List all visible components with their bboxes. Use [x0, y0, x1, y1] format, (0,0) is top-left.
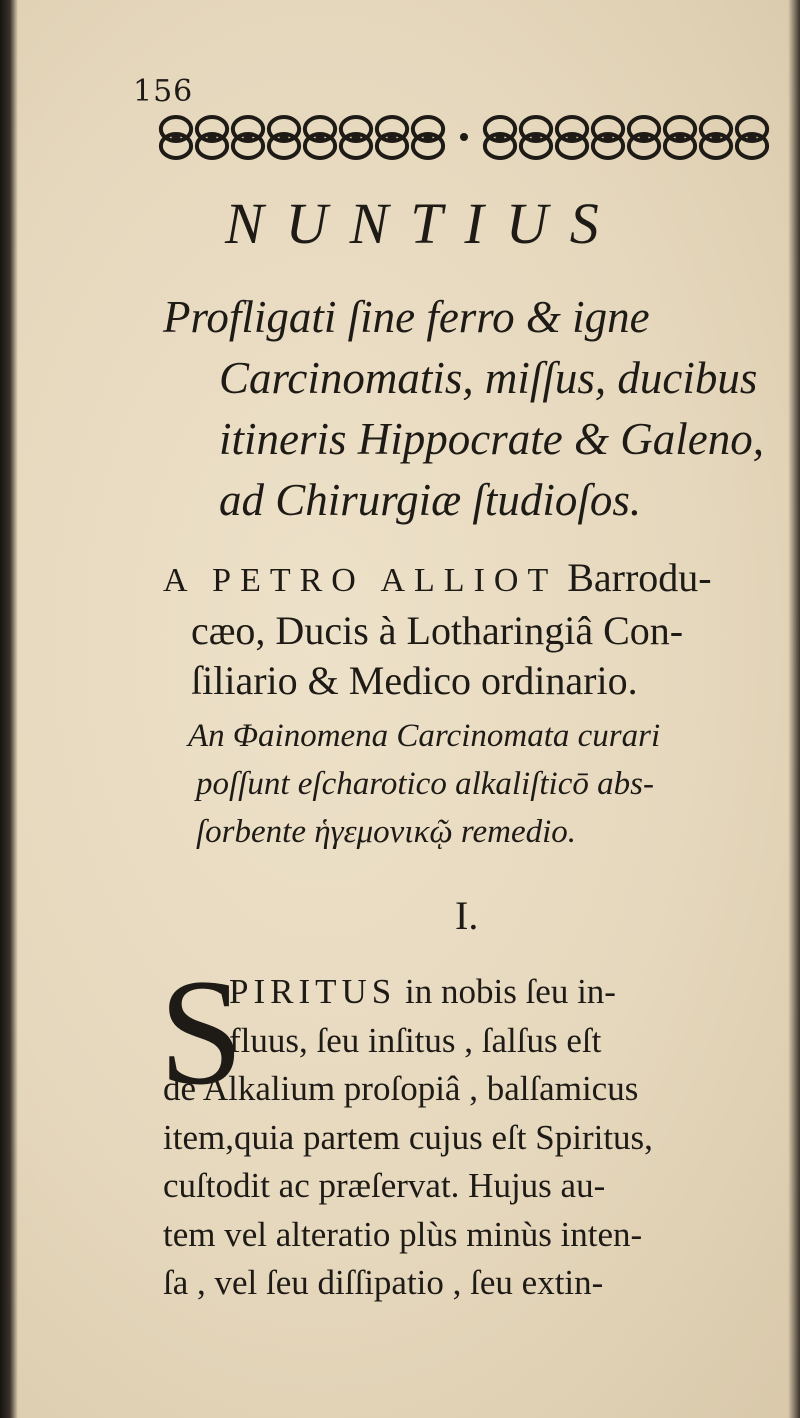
fleuron-ornament [158, 110, 770, 164]
body-line: fluus, ſeu inſitus , ſalſus eſt [229, 1020, 602, 1060]
author-line: cæo, Ducis à Lotharingiâ Con- [191, 608, 684, 653]
fleuron-icon [665, 117, 695, 158]
binding-shadow [0, 0, 18, 1418]
fleuron-icon [521, 117, 551, 158]
body-line-rest: in nobis ſeu in- [396, 972, 616, 1011]
fleuron-icon [701, 117, 731, 158]
body-line: de Alkalium proſopiâ , balſamicus [163, 1069, 639, 1108]
author-block [163, 553, 783, 706]
fleuron-icon [460, 133, 468, 141]
body-line: cuſtodit ac præſervat. Hujus au- [163, 1166, 606, 1205]
body-text [163, 968, 783, 1308]
author-name: A PETRO ALLIOT [163, 562, 558, 599]
drop-cap: S [159, 948, 244, 1116]
body-line: item,quia partem cujus eſt Spiritus, [163, 1117, 653, 1157]
fleuron-icon [629, 117, 659, 158]
fleuron-icon [161, 117, 191, 158]
fleuron-icon [737, 117, 767, 158]
fleuron-icon [485, 117, 515, 158]
page-title: NUNTIUS [225, 191, 621, 256]
page-edge-shadow [788, 0, 800, 1418]
author-line [163, 553, 783, 606]
subtitle-line: itineris Hippocrate & Galeno, [219, 414, 764, 464]
fleuron-icon [557, 117, 587, 158]
fleuron-icon [305, 117, 335, 158]
subtitle-line: Profligati ſine ferro & igne [163, 292, 650, 342]
question-line: An Φainomena Carcinomata curari [188, 718, 661, 754]
subtitle-line: ad Chirurgiæ ſtudioſos. [219, 475, 642, 525]
question-line: poſſunt eſcharotico alkaliſticō abs- [196, 766, 654, 802]
fleuron-icon [197, 117, 227, 158]
fleuron-icon [269, 117, 299, 158]
fleuron-icon [377, 117, 407, 158]
subtitle-line: Carcinomatis, miſſus, ducibus [219, 353, 758, 403]
body-first-word: PIRITUS [229, 972, 397, 1011]
subtitle [163, 287, 783, 531]
body-line: tem vel alteratio plùs minùs inten- [163, 1214, 643, 1254]
question-block [188, 712, 788, 856]
question-line: ſorbente ἡγεμονικῷ remedio. [196, 814, 577, 850]
fleuron-icon [413, 117, 443, 158]
section-number: I. [455, 893, 479, 938]
page-number: 156 [133, 74, 194, 109]
author-line: ſiliario & Medico ordinario. [191, 658, 638, 703]
author-line-rest: Barrodu- [557, 555, 712, 600]
fleuron-icon [341, 117, 371, 158]
fleuron-icon [233, 117, 263, 158]
body-line: ſa , vel ſeu diſſipatio , ſeu extin- [163, 1263, 604, 1302]
body-line [163, 968, 783, 1017]
fleuron-icon [593, 117, 623, 158]
